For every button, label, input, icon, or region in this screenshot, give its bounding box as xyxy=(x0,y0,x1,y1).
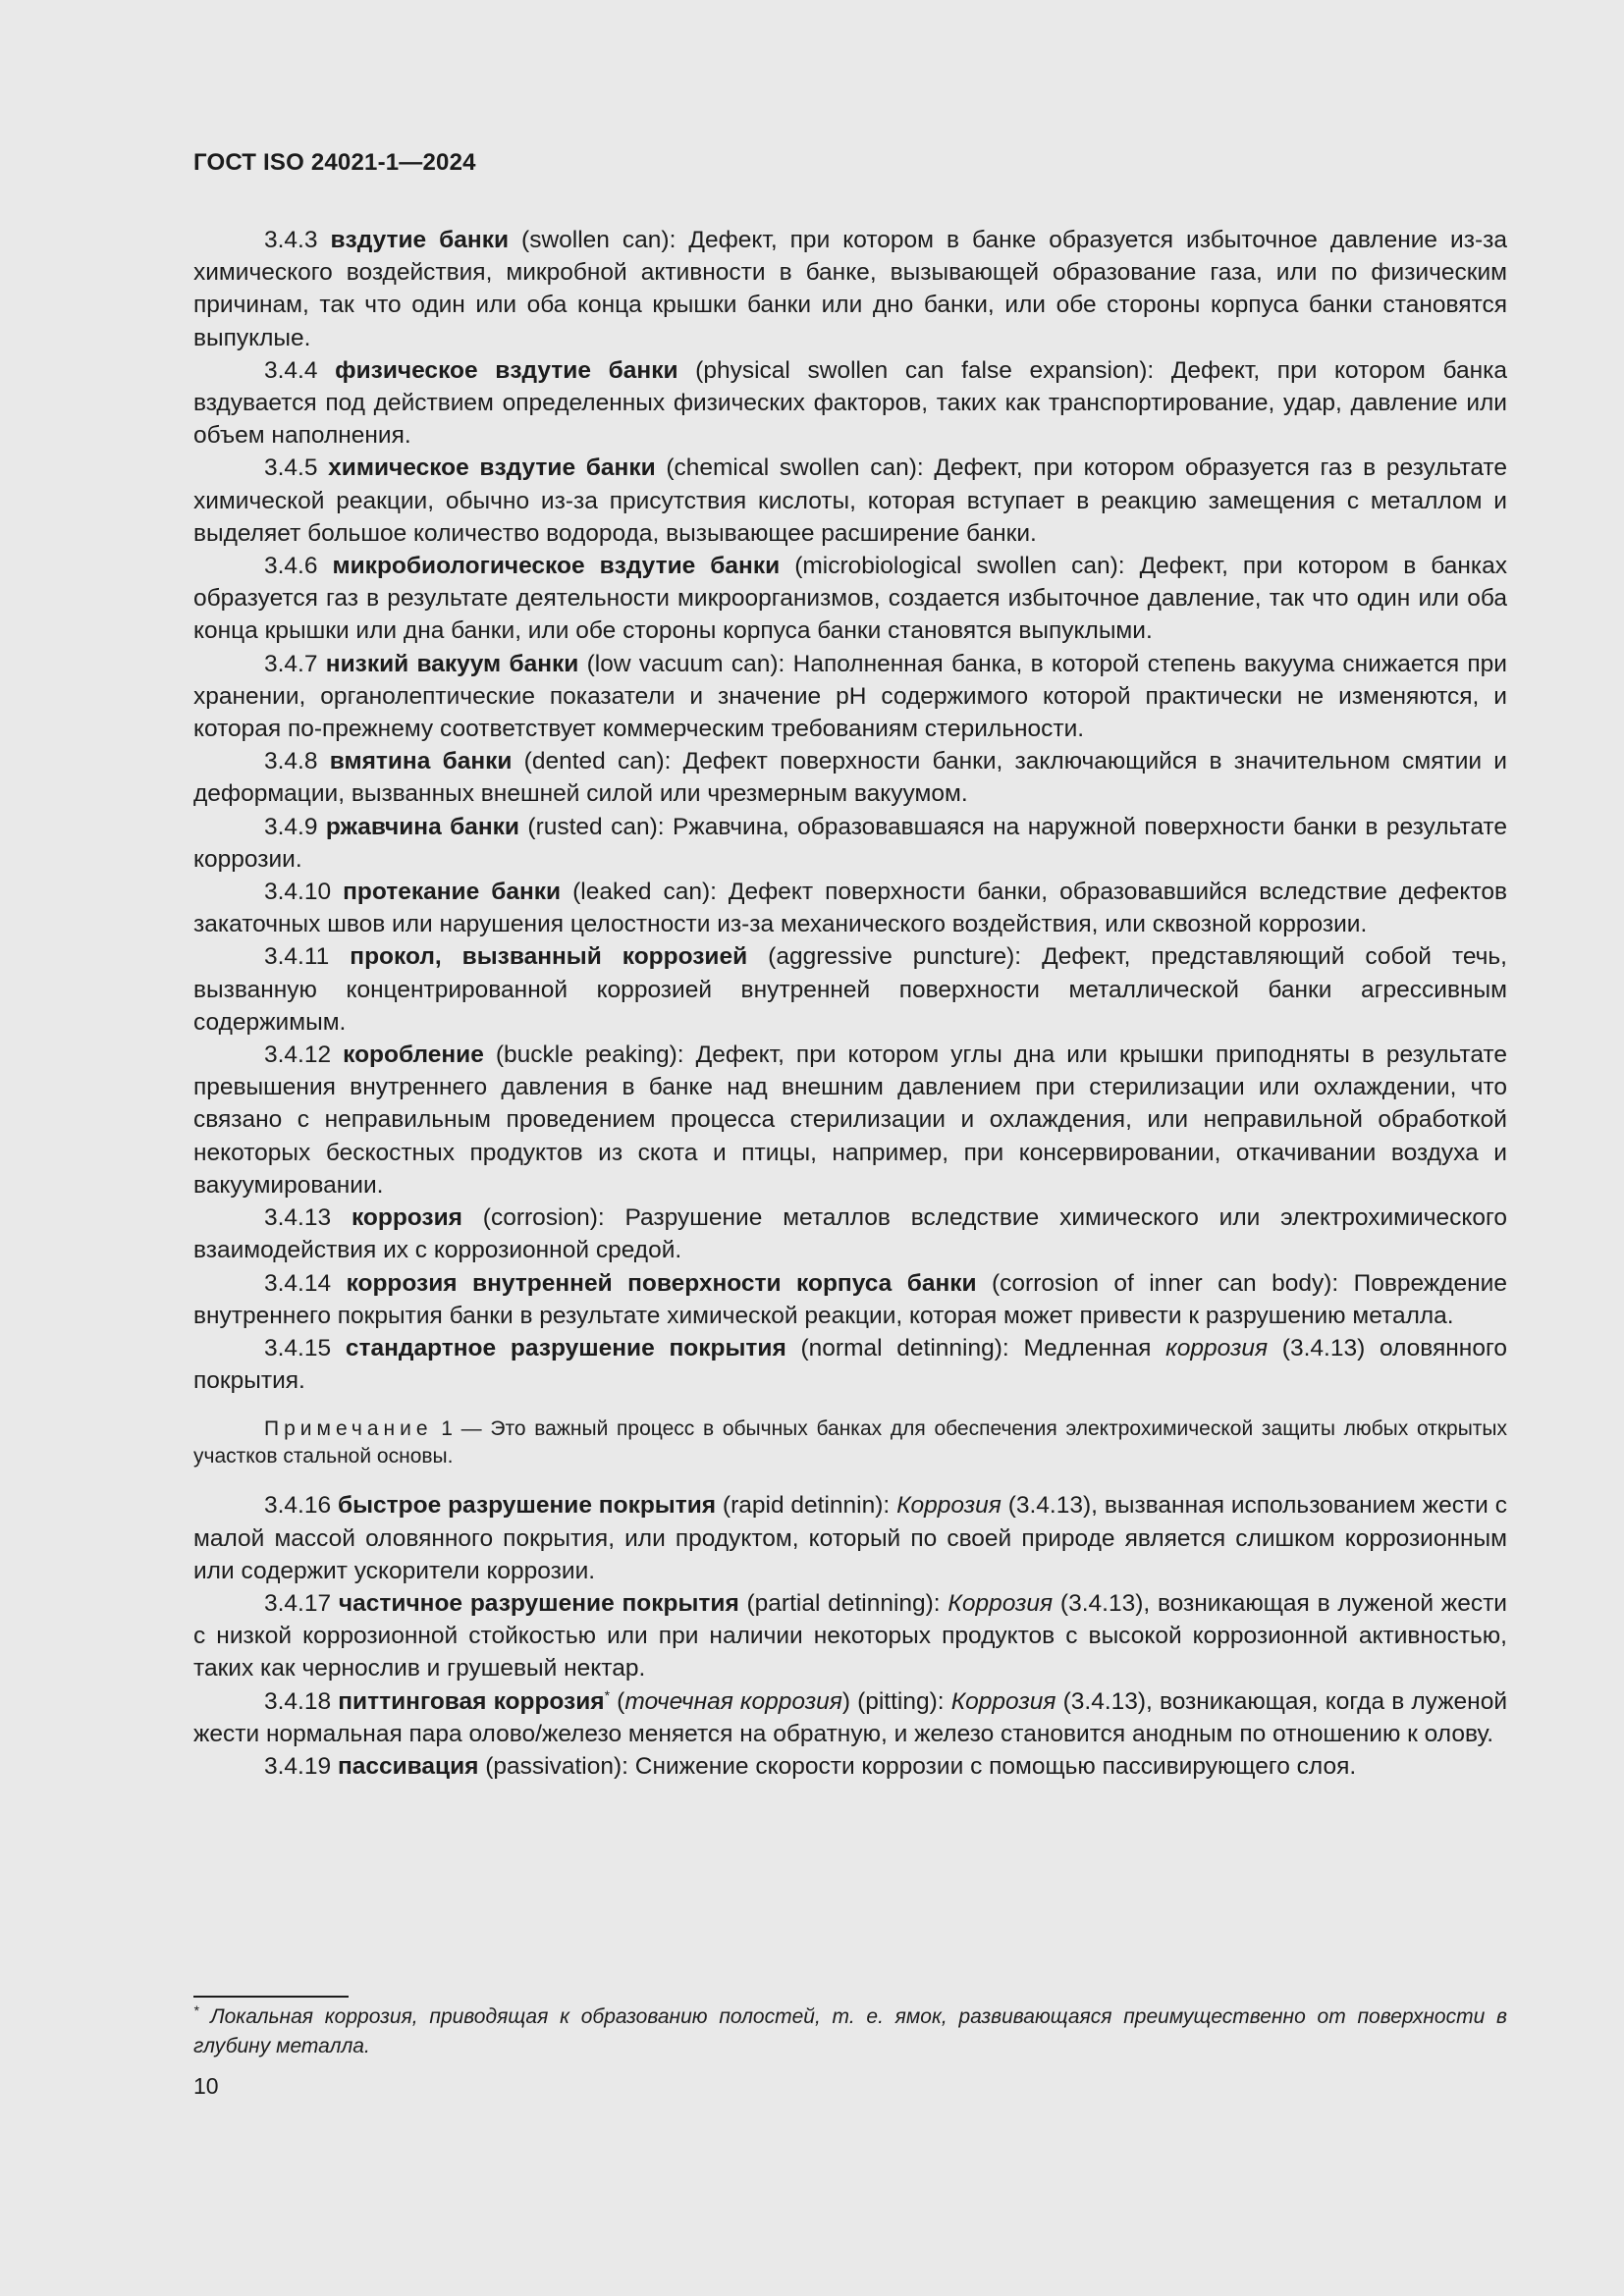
definition-3-4-7 xyxy=(193,648,1507,746)
definition-number: 3.4.3 xyxy=(264,227,331,253)
definition-3-4-11 xyxy=(193,940,1507,1039)
definition-3-4-3 xyxy=(193,224,1507,354)
page-number: 10 xyxy=(193,2073,219,2099)
definition-number: 3.4.8 xyxy=(264,748,330,775)
definition-term: стандартное разрушение покрытия xyxy=(345,1334,786,1362)
definition-text: (chemical swollen can): Дефект, при котором образуется газ в результате химической реакции, обычно из-за присутствия кислоты, которая вступает в реакцию замещения с металлом и выделяет большое количество водорода, вызывающее расширение банки. xyxy=(193,454,1507,547)
definition-text: (normal detinning): Медленная xyxy=(785,1334,1166,1362)
definition-text: (leaked can): Дефект поверхности банки, образовавшийся вследствие дефектов закаточных швов или нарушения целостности из-за механического воздействия, или сквозной коррозии. xyxy=(193,879,1507,938)
document-header: ГОСТ ISO 24021-1—2024 xyxy=(193,149,476,176)
footnote-text: Локальная коррозия, приводящая к образованию полостей, т. е. ямок, развивающаяся преимущественно от поверхности в глубину металла. xyxy=(193,2005,1507,2057)
definition-text: (swollen can): Дефект, при котором в банке образуется избыточное давление из-за химического воздействия, микробной активности в банке, вызывающей образование газа, или по физическим причинам, так что один или оба конца крышки банки или дно банки, или обе стороны корпуса банки становятся выпуклые. xyxy=(193,227,1507,351)
definition-text: (rusted can): Ржавчина, образовавшаяся на наружной поверхности банки в результате коррозии. xyxy=(193,813,1507,873)
definition-term: физическое вздутие банки xyxy=(335,356,678,384)
definition-term: коррозия внутренней поверхности корпуса банки xyxy=(346,1269,977,1297)
definition-3-4-6 xyxy=(193,550,1507,648)
definition-3-4-15 xyxy=(193,1332,1507,1397)
definition-text: (buckle peaking): Дефект, при котором углы дна или крышки приподняты в результате превышения внутреннего давления в банке над внешним давлением при стерилизации или охлаждении, что связано с неправильным проведением процесса стерилизации и охлаждения, или неправильной обработкой некоторых бескостных продуктов из скота и птицы, например, при консервировании, откачивании воздуха и вакуумировании. xyxy=(193,1041,1507,1199)
document-body xyxy=(193,224,1507,1783)
definition-text: ( xyxy=(610,1687,625,1715)
definition-crossref-term: Коррозия xyxy=(947,1589,1054,1617)
definition-term: пассивация xyxy=(337,1752,479,1780)
definition-text: (partial detinning): xyxy=(738,1589,948,1617)
definition-synonym: точечная коррозия xyxy=(624,1687,842,1715)
definition-term: протекание банки xyxy=(343,879,562,906)
definition-term: низкий вакуум банки xyxy=(325,650,579,677)
footnote-divider xyxy=(193,1996,349,1998)
definition-number: 3.4.11 xyxy=(264,943,351,971)
definition-text: (corrosion of inner can body): Повреждение внутреннего покрытия банки в результате химической реакции, которая может привести к разрушению металла. xyxy=(193,1269,1507,1329)
definition-text-cont: (3.4.13), вызванная использованием жести с малой массой оловянного покрытия, или продуктом, который по своей природе является слишком коррозионным или содержит ускорители коррозии. xyxy=(193,1492,1507,1584)
definition-term: вмятина банки xyxy=(329,748,513,775)
definition-crossref-term: коррозия xyxy=(1165,1334,1269,1362)
definition-text: (physical swollen can false expansion): Дефект, при котором банка вздувается под действием определенных физических факторов, таких как транспортирование, удар, давление или объем наполнения. xyxy=(193,356,1507,450)
note-label: Примечание xyxy=(264,1417,433,1441)
definition-number: 3.4.12 xyxy=(264,1041,344,1069)
definition-term: питтинговая коррозия xyxy=(338,1687,605,1715)
footnote xyxy=(193,2002,1507,2061)
definition-3-4-10 xyxy=(193,876,1507,940)
definition-3-4-16 xyxy=(193,1489,1507,1587)
definition-number: 3.4.15 xyxy=(264,1334,346,1362)
definition-text: (passivation): Снижение скорости коррозии с помощью пассивирующего слоя. xyxy=(478,1752,1357,1780)
definition-text: (microbiological swollen can): Дефект, при котором в банках образуется газ в результате деятельности микроорганизмов, создается избыточное давление, так что один или оба конца крышки или дна банки, или обе стороны корпуса банки становятся выпуклыми. xyxy=(193,553,1508,645)
definition-3-4-12 xyxy=(193,1039,1507,1201)
definition-term: частичное разрушение покрытия xyxy=(338,1589,739,1617)
definition-3-4-13 xyxy=(193,1201,1507,1266)
definition-term: прокол, вызванный коррозией xyxy=(350,943,748,971)
definition-term: ржавчина банки xyxy=(325,813,519,840)
definition-number: 3.4.19 xyxy=(264,1752,338,1780)
definition-number: 3.4.14 xyxy=(264,1269,347,1297)
definition-3-4-17 xyxy=(193,1587,1507,1685)
definition-3-4-5 xyxy=(193,452,1507,550)
definition-text-cont: (3.4.13), возникающая, когда в луженой жести нормальная пара олово/железо меняется на обратную, и железо становится анодным по отношению к олову. xyxy=(193,1687,1508,1747)
definition-text: ) (pitting): xyxy=(841,1687,951,1715)
definition-number: 3.4.9 xyxy=(264,813,326,840)
definition-number: 3.4.10 xyxy=(264,879,344,906)
definition-number: 3.4.16 xyxy=(264,1492,338,1520)
definition-number: 3.4.6 xyxy=(264,553,333,580)
footnote-reference: * xyxy=(604,1686,611,1703)
definition-text: (aggressive puncture): Дефект, представляющий собой течь, вызванную концентрированной коррозией внутренней поверхности металлической банки агрессивным содержимым. xyxy=(193,943,1507,1036)
definition-term: микробиологическое вздутие банки xyxy=(332,553,781,580)
definition-3-4-19 xyxy=(193,1750,1507,1783)
note-text: 1 — Это важный процесс в обычных банках для обеспечения электрохимической защиты любых открытых участков стальной основы. xyxy=(193,1417,1507,1468)
definition-term: коррозия xyxy=(351,1204,462,1232)
definition-number: 3.4.13 xyxy=(264,1204,352,1232)
definition-number: 3.4.7 xyxy=(264,650,326,677)
definition-3-4-9 xyxy=(193,811,1507,876)
definition-number: 3.4.17 xyxy=(264,1589,339,1617)
note-1 xyxy=(193,1415,1507,1470)
definition-3-4-4 xyxy=(193,354,1507,453)
definition-term: вздутие банки xyxy=(330,227,510,253)
definition-text-cont: (3.4.13), возникающая в луженой жести с низкой коррозионной стойкостью или при наличии некоторых продуктов с высокой коррозионной активностью, таких как чернослив и грушевый нектар. xyxy=(193,1589,1507,1682)
definition-text: (low vacuum can): Наполненная банка, в которой степень вакуума снижается при хранении, органолептические показатели и значение pH содержимого которой практически не изменяются, и которая по-прежнему соответствует коммерческим требованиям стерильности. xyxy=(193,650,1507,743)
definition-term: быстрое разрушение покрытия xyxy=(337,1492,717,1520)
definition-term: химическое вздутие банки xyxy=(328,454,656,482)
definition-number: 3.4.18 xyxy=(264,1687,339,1715)
definition-term: коробление xyxy=(343,1041,484,1069)
definition-text-cont: (3.4.13) оловянного покрытия. xyxy=(193,1334,1507,1395)
definition-text: (corrosion): Разрушение металлов вследствие химического или электрохимического взаимодействия их с коррозионной средой. xyxy=(193,1204,1507,1264)
footnote-mark: * xyxy=(193,2002,199,2018)
definition-crossref-term: Коррозия xyxy=(950,1687,1056,1715)
definition-3-4-8 xyxy=(193,745,1507,810)
definition-crossref-term: Коррозия xyxy=(896,1492,1001,1520)
definition-text: (rapid detinnin): xyxy=(716,1492,897,1520)
definition-text: (dented can): Дефект поверхности банки, заключающийся в значительном смятии и деформации, вызванных внешней силой или чрезмерным вакуумом. xyxy=(193,748,1507,808)
definition-3-4-18 xyxy=(193,1685,1507,1750)
definition-number: 3.4.4 xyxy=(264,356,336,384)
definition-3-4-14 xyxy=(193,1267,1507,1332)
definition-number: 3.4.5 xyxy=(264,454,329,482)
